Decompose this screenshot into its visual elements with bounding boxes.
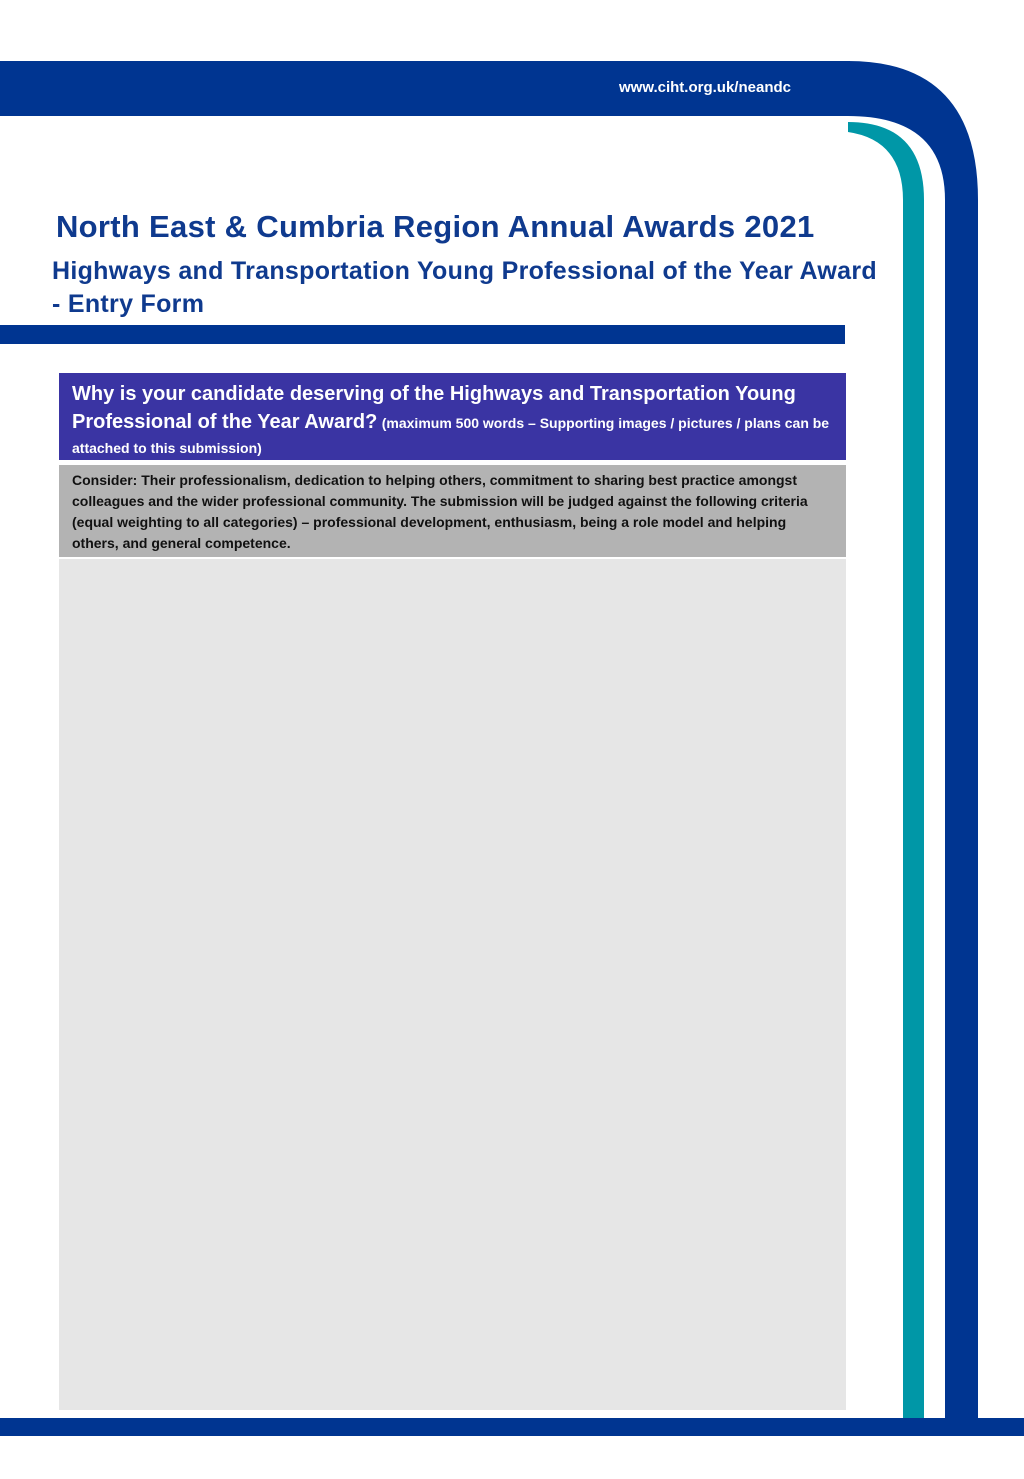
question-header	[59, 373, 846, 460]
page-title: North East & Cumbria Region Annual Awards 2021	[56, 209, 815, 244]
guidance-text: Consider: Their professionalism, dedication to helping others, commitment to sharing best practice amongst colleagues and the wider professional community. The submission will be judged against the following criteria (equal weighting to all categories) – professional development, enthusiasm, being a role model and helping others, and general competence.	[59, 465, 846, 557]
answer-textarea[interactable]	[59, 559, 846, 1410]
question-word-limit-note: (maximum 500 words – Supporting images / pictures / plans can be attached to this submission)	[72, 415, 830, 456]
title-rule	[0, 325, 845, 344]
question-text: Why is your candidate deserving of the Highways and Transportation Young Professional of the Year Award?	[72, 383, 796, 433]
website-url[interactable]: www.ciht.org.uk/neandc	[619, 79, 791, 96]
form-subtitle: Highways and Transportation Young Professional of the Year Award - Entry Form	[52, 257, 877, 318]
footer-band	[0, 1418, 1024, 1436]
